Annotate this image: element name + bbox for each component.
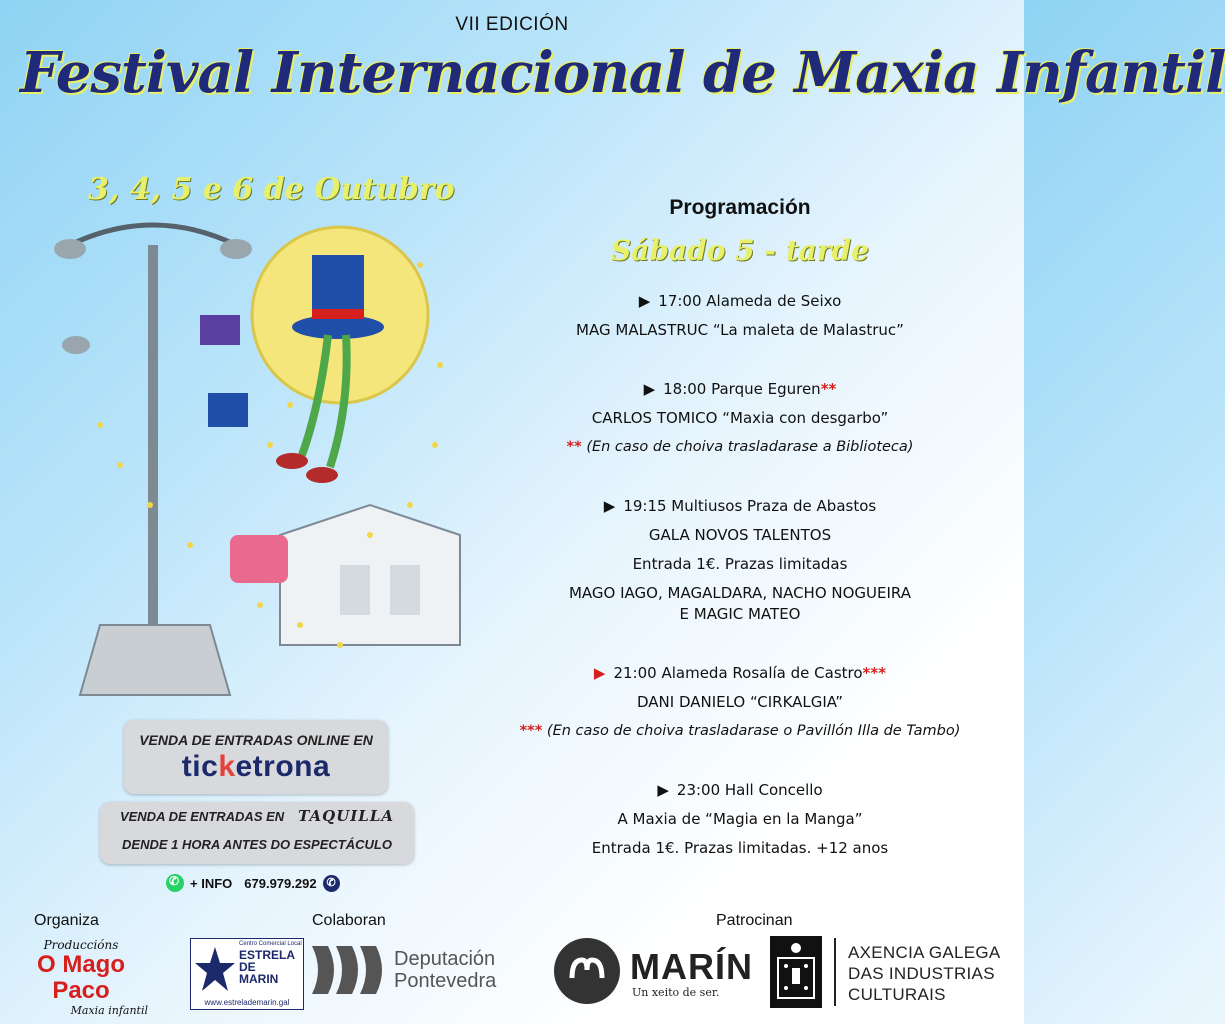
xunta-crest-icon [770, 936, 822, 1008]
event-act: A Maxia de “Magia en la Manga” [617, 810, 863, 828]
festival-title: Festival Internacional de Maxia Infantil [20, 40, 1225, 106]
ticketrona-logo[interactable]: ticketrona [181, 750, 331, 783]
box-office-note: DENDE 1 HORA ANTES DO ESPECTÁCULO [122, 837, 392, 852]
play-arrow-icon: ▶ [643, 380, 656, 398]
event-act: GALA NOVOS TALENTOS [648, 526, 832, 544]
box-office-line: VENDA DE ENTRADAS EN TAQUILLA [119, 807, 395, 825]
program-day: Sábado 5 - tarde [611, 234, 869, 267]
pink-hat [230, 535, 288, 583]
play-arrow-icon: ▶ [657, 781, 669, 799]
phone-number[interactable]: 679.979.292 [244, 875, 317, 891]
play-arrow-icon: ▶ [593, 664, 606, 682]
event-act: CARLOS TOMICO “Maxia con desgarbo” [591, 409, 889, 427]
event-act: DANI DANIELO “CIRKALGIA” [636, 693, 843, 711]
program-section [460, 196, 1020, 893]
organiza-label: Organiza [34, 912, 99, 929]
marin-emblem-icon [552, 936, 622, 1006]
event-extra: Entrada 1€. Prazas limitadas. +12 anos [591, 839, 889, 857]
event-time-place: ▶ 17:00 Alameda de Seixo [460, 287, 1020, 316]
lamp-arms [70, 225, 236, 245]
lamp-lower [62, 336, 90, 354]
event-3 [460, 492, 1020, 629]
event-time-place: ▶ 18:00 Parque Eguren** [460, 375, 1020, 404]
event-time-place: ▶ 23:00 Hall Concello [460, 776, 1020, 805]
mago-paco-logo: Produccións O Mago Paco Maxia infantil [37, 938, 148, 1017]
contact-info [166, 874, 340, 892]
event-extra: Entrada 1€. Prazas limitadas [632, 555, 848, 573]
ticketrona-box[interactable] [124, 720, 388, 794]
edition-label: VII EDICIÓN [455, 14, 569, 35]
info-label: + INFO [190, 875, 233, 891]
event-note: ** (En caso de choiva trasladarase a Biblioteca) [566, 439, 914, 455]
event-note: *** (En caso de choiva trasladarase o Pavillón Illa de Tambo) [519, 723, 961, 739]
event-2 [460, 375, 1020, 462]
online-sales-label: VENDA DE ENTRADAS ONLINE EN [139, 732, 373, 748]
play-arrow-icon: ▶ [638, 292, 651, 310]
event-act: MAG MALASTRUC “La maleta de Malastruc” [576, 321, 904, 339]
marin-logo: MARÍN Un xeito de ser. [552, 936, 762, 1006]
event-performers: MAGO IAGO, MAGALDARA, NACHO NOGUEIRA E MAGIC MATEO [568, 584, 912, 623]
program-title: Programación [669, 196, 811, 219]
magic-illustration [40, 205, 480, 705]
phone-icon: ✆ [323, 875, 340, 892]
whatsapp-icon [166, 874, 184, 892]
lamp-post [148, 245, 158, 625]
estrela-de-marin-logo: Centro Comercial Local ESTRELA DE MARIN www.estrelademarin.gal [190, 938, 304, 1010]
agadic-logo: AXENCIA GALEGA DAS INDUSTRIAS CULTURAIS [848, 943, 1001, 1004]
event-time-place: ▶ 21:00 Alameda Rosalía de Castro*** [460, 659, 1020, 688]
event-4 [460, 659, 1020, 746]
box-office-info [100, 802, 414, 864]
pedestal [80, 625, 230, 695]
play-arrow-icon: ▶ [603, 497, 616, 515]
event-1 [460, 287, 1020, 345]
event-5 [460, 776, 1020, 863]
colaboran-label: Colaboran [312, 912, 386, 929]
deputacion-emblem-icon [310, 940, 386, 1000]
deputacion-logo: Deputación Pontevedra [310, 940, 530, 1000]
star-icon [195, 945, 235, 995]
lamp-right [220, 239, 252, 259]
festival-dates: 3, 4, 5 e 6 de Outubro [88, 172, 455, 207]
sponsor-divider [834, 938, 836, 1006]
lamp-left [54, 239, 86, 259]
event-time-place: ▶ 19:15 Multiusos Praza de Abastos [460, 492, 1020, 521]
patrocinan-label: Patrocinan [716, 912, 793, 929]
